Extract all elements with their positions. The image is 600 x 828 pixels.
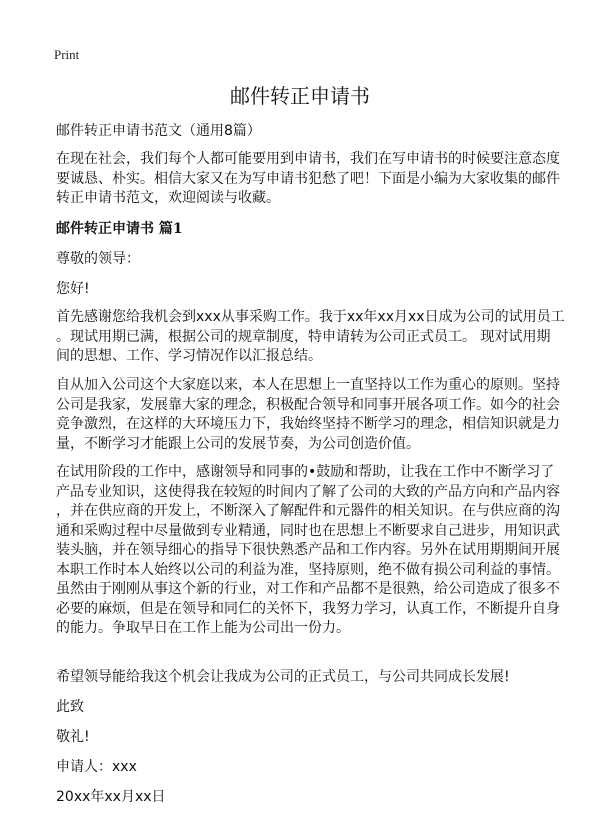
text-line: 。现试用期已满，根据公司的规章制度，特申请转为公司正式员工。 现对试用期 xyxy=(56,328,551,345)
text-line: 必要的麻烦，但是在领导和同仁的关怀下，我努力学习，认真工作，不断提升自身 xyxy=(56,600,560,617)
date: 20xx年xx月xx日 xyxy=(56,789,166,805)
text-line: ，并在供应商的开发上，不断深入了解配件和元器件的相关知识。在与供应商的沟 xyxy=(56,503,560,519)
section-heading: 邮件转正申请书 篇1 xyxy=(56,221,183,237)
body-paragraph-2 xyxy=(56,376,560,454)
text-line: 转正申请书范文，欢迎阅读与收藏。 xyxy=(56,190,280,206)
page-title: 邮件转正申请书 xyxy=(230,84,370,108)
text-line: 公司是我家，发展靠大家的理念，积极配合领导和同事开展各项工作。如今的社会 xyxy=(56,396,560,413)
text-line: 竞争激烈，在这样的大环境压力下，我始终坚持不断学习的理念，相信知识就是力 xyxy=(56,416,560,432)
applicant: 申请人：xxx xyxy=(56,759,137,775)
closing-paragraph: 希望领导能给我这个机会让我成为公司的正式员工，与公司共同成长发展! xyxy=(56,669,510,685)
text-line: 间的思想、工作、学习情况作以汇报总结。 xyxy=(56,348,322,364)
text-line: 在现在社会，我们每个人都可能要用到申请书，我们在写申请书的时候要注意态度 xyxy=(56,151,560,167)
closing-cizhi: 此致 xyxy=(56,699,84,715)
body-paragraph-3 xyxy=(56,463,560,639)
text-line: 自从加入公司这个大家庭以来，本人在思想上一直坚持以工作为重心的原则。坚持 xyxy=(56,377,560,393)
text-line: 量，不断学习才能跟上公司的发展节奏，为公司创造价值。 xyxy=(56,435,420,452)
text-line: 本职工作时本人始终以公司的利益为准，坚持原则，绝不做有损公司利益的事情。 xyxy=(56,561,560,578)
text-line: 的能力。争取早日在工作上能为公司出一份力。 xyxy=(56,620,350,636)
greeting: 您好! xyxy=(56,281,90,297)
salutation: 尊敬的领导： xyxy=(56,251,140,267)
text-line: 在试用阶段的工作中，感谢领导和同事的•鼓励和帮助，让我在工作中不断学习了 xyxy=(56,464,555,480)
text-line: 装头脑，并在领导细心的指导下很快熟悉产品和工作内容。另外在试用期期间开展 xyxy=(56,542,560,558)
text-line: 要诚恳、朴实。相信大家又在为写申请书犯愁了吧！下面是小编为大家收集的邮件 xyxy=(56,170,560,187)
print-link[interactable]: Print xyxy=(54,47,80,62)
closing-jingli: 敬礼! xyxy=(56,729,90,745)
text-line: 通和采购过程中尽量做到专业精通，同时也在思想上不断要求自己进步，用知识武 xyxy=(56,522,560,539)
subtitle: 邮件转正申请书范文（通用8篇） xyxy=(56,123,261,139)
text-line: 虽然由于刚刚从事这个新的行业，对工作和产品都不是很熟，给公司造成了很多不 xyxy=(56,581,560,597)
text-line: 产品专业知识，这使得我在较短的时间内了解了公司的大致的产品方向和产品内容 xyxy=(56,483,560,500)
text-line: 首先感谢您给我机会到xxx从事采购工作。我于xx年xx月xx日成为公司的试用员工 xyxy=(56,309,565,325)
body-paragraph-1 xyxy=(56,308,565,367)
intro-paragraph xyxy=(56,150,560,209)
